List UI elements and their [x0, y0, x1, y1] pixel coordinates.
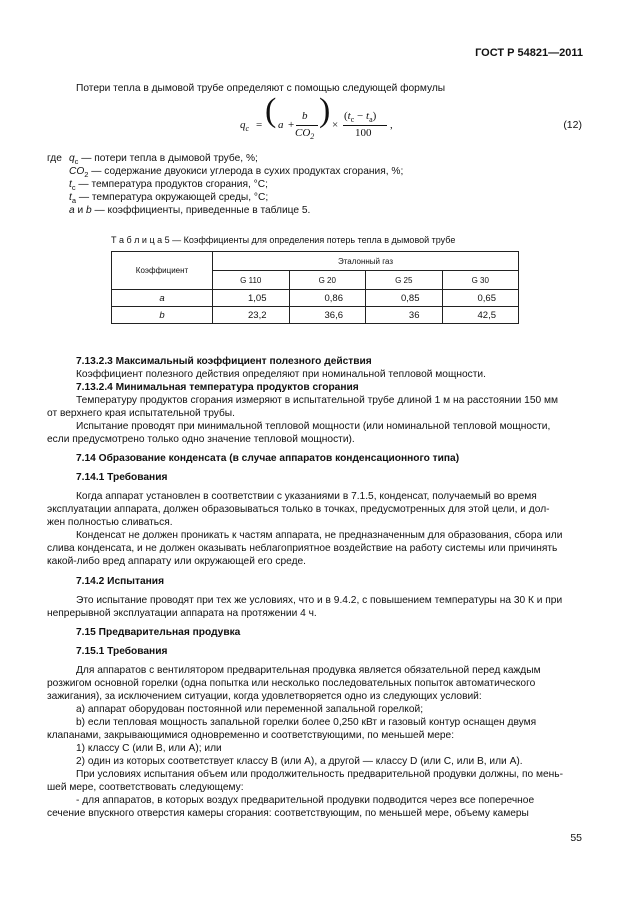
formula-equals: = [256, 119, 263, 131]
table-cell: 23,2 [213, 307, 290, 324]
section-7-14-2-title: 7.14.2 Испытания [76, 576, 165, 587]
section-7-14-1-title: 7.14.1 Требования [76, 472, 168, 483]
table-cell-name: a [112, 290, 213, 307]
table-header-gas: G 110 [213, 271, 290, 290]
paragraph-line: непрерывной эксплуатации аппарата на протяжении 4 ч. [47, 608, 317, 619]
paragraph-line: Когда аппарат установлен в соответствии с указаниями в 7.1.5, конденсат, получаемый во время [76, 491, 537, 502]
legend-item-ab: a и b — коэффициенты, приведенные в таблице 5. [69, 205, 311, 216]
formula-b-denominator: $CO_2$ [295, 127, 315, 142]
table-header-coefficient: Коэффициент [112, 252, 213, 290]
paragraph-line: зажигания), за исключением ситуации, когда удовлетворяется одно из следующих условий: [47, 691, 482, 702]
section-7-13-2-3-title: 7.13.2.3 Максимальный коэффициент полезного действия [76, 356, 372, 367]
list-item: b) если тепловая мощность запальной горелки более 0,250 кВт и газовый контур оснащен двумя [76, 717, 537, 728]
paragraph-line: слива конденсата, и не должен оказывать неблагоприятное воздействие на работу системы или причинять [47, 543, 558, 554]
paragraph-line: шей мере, соответствовать следующему: [47, 782, 244, 793]
formula-plus: + [288, 119, 295, 131]
formula-number: (12) [563, 119, 582, 131]
formula-numerator: $(t_c - t_a)$ [344, 110, 377, 125]
table-cell: 0,85 [366, 290, 443, 307]
formula-lhs: $q_c$ [240, 119, 250, 134]
document-standard-header: ГОСТ Р 54821—2011 [475, 47, 583, 59]
formula-12 [240, 92, 560, 144]
legend-item-ta: $t_a$ — температура окружающей среды, °С; [69, 192, 269, 206]
table-row [112, 307, 519, 324]
legend-item-tc: $t_c$ — температура продуктов сгорания, °С; [69, 179, 268, 193]
paragraph-line: какой-либо вред аппарату или окружающей его среде. [47, 556, 307, 567]
paragraph-line: - для аппаратов, в которых воздух предварительной продувки подводится через все поперечное [76, 795, 535, 806]
section-7-15-title: 7.15 Предварительная продувка [76, 627, 241, 638]
intro-text: Потери тепла в дымовой трубе определяют с помощью следующей формулы [76, 83, 446, 94]
table-row [112, 290, 519, 307]
table-cell: 0,65 [442, 290, 519, 307]
legend-where: где [47, 153, 62, 164]
page-number: 55 [570, 832, 582, 844]
legend-item-co2: $CO_2$ — содержание двуокиси углерода в сухих продуктах сгорания, %; [69, 166, 404, 180]
table-header-reference-gas: Эталонный газ [213, 252, 519, 271]
table-caption: Т а б л и ц а 5 — Коэффициенты для определения потерь тепла в дымовой трубе [111, 235, 456, 245]
section-7-14-title: 7.14 Образование конденсата (в случае аппаратов конденсационного типа) [76, 453, 460, 464]
formula-right-paren: ) [319, 92, 331, 129]
paragraph-line: Испытание проводят при минимальной тепловой мощности (или номинальной тепловой мощности, [76, 421, 551, 432]
paragraph-line: розжигом основной горелки (одна попытка или несколько последовательных попыток автоматического [47, 678, 536, 689]
paragraph-line: Конденсат не должен проникать к частям аппарата, не предназначенным для образования, сбора или [76, 530, 563, 541]
list-item: 1) классу С (или В, или А); или [76, 743, 222, 754]
formula-left-paren: ( [265, 92, 277, 129]
list-item: а) аппарат оборудован постоянной или переменной запальной горелкой; [76, 704, 424, 715]
formula-fraction-bar-2 [343, 125, 387, 126]
formula-b-numerator: b [302, 110, 308, 122]
section-7-13-2-3-text: Коэффициент полезного действия определяют при номинальной тепловой мощности. [76, 369, 486, 380]
table-header-gas: G 20 [289, 271, 366, 290]
coefficients-table [111, 251, 519, 324]
section-7-15-1-title: 7.15.1 Требования [76, 646, 168, 657]
legend-item-qc: $q_c$ — потери тепла в дымовой трубе, %; [69, 153, 258, 167]
formula-fraction-bar-1 [296, 125, 318, 126]
formula-denominator: 100 [355, 127, 372, 139]
table-cell: 36,6 [289, 307, 366, 324]
table-cell: 42,5 [442, 307, 519, 324]
formula-times: × [332, 119, 339, 131]
paragraph-line: клапанами, закрывающимися одновременно и соответствующими, по меньшей мере: [47, 730, 455, 741]
paragraph-line: жен полностью сливаться. [47, 517, 173, 528]
table-header-gas: G 30 [442, 271, 519, 290]
paragraph-line: Это испытание проводят при тех же условиях, что и в 9.4.2, с повышением температуры на 30 К и при [76, 595, 563, 606]
paragraph-line: если предусмотрено только одно значение тепловой мощности). [47, 434, 355, 445]
paragraph-line: При условиях испытания объем или продолжительность предварительной продувки должны, по мень- [76, 769, 563, 780]
paragraph-line: от верхнего края испытательной трубы. [47, 408, 235, 419]
paragraph-line: Для аппаратов с вентилятором предварительная продувка является обязательной перед каждым [76, 665, 541, 676]
formula-a: a [278, 119, 284, 131]
table-header-gas: G 25 [366, 271, 443, 290]
paragraph-line: Температуру продуктов сгорания измеряют в испытательной трубе длиной 1 м на расстоянии 150 мм [76, 395, 559, 406]
paragraph-line: эксплуатации аппарата, должен образовываться только в точках, предусмотренных для этой цели, и дол- [47, 504, 550, 515]
table-cell: 0,86 [289, 290, 366, 307]
list-item: 2) один из которых соответствует классу В (или А), а другой — классу D (или С, или В, или А). [76, 756, 523, 767]
table-cell: 36 [366, 307, 443, 324]
formula-comma: , [390, 119, 393, 131]
table-cell: 1,05 [213, 290, 290, 307]
table-cell-name: b [112, 307, 213, 324]
section-7-13-2-4-title: 7.13.2.4 Минимальная температура продуктов сгорания [76, 382, 359, 393]
paragraph-line: сечение впускного отверстия камеры сгорания: соответствующим, по меньшей мере, объему камеры [47, 808, 529, 819]
